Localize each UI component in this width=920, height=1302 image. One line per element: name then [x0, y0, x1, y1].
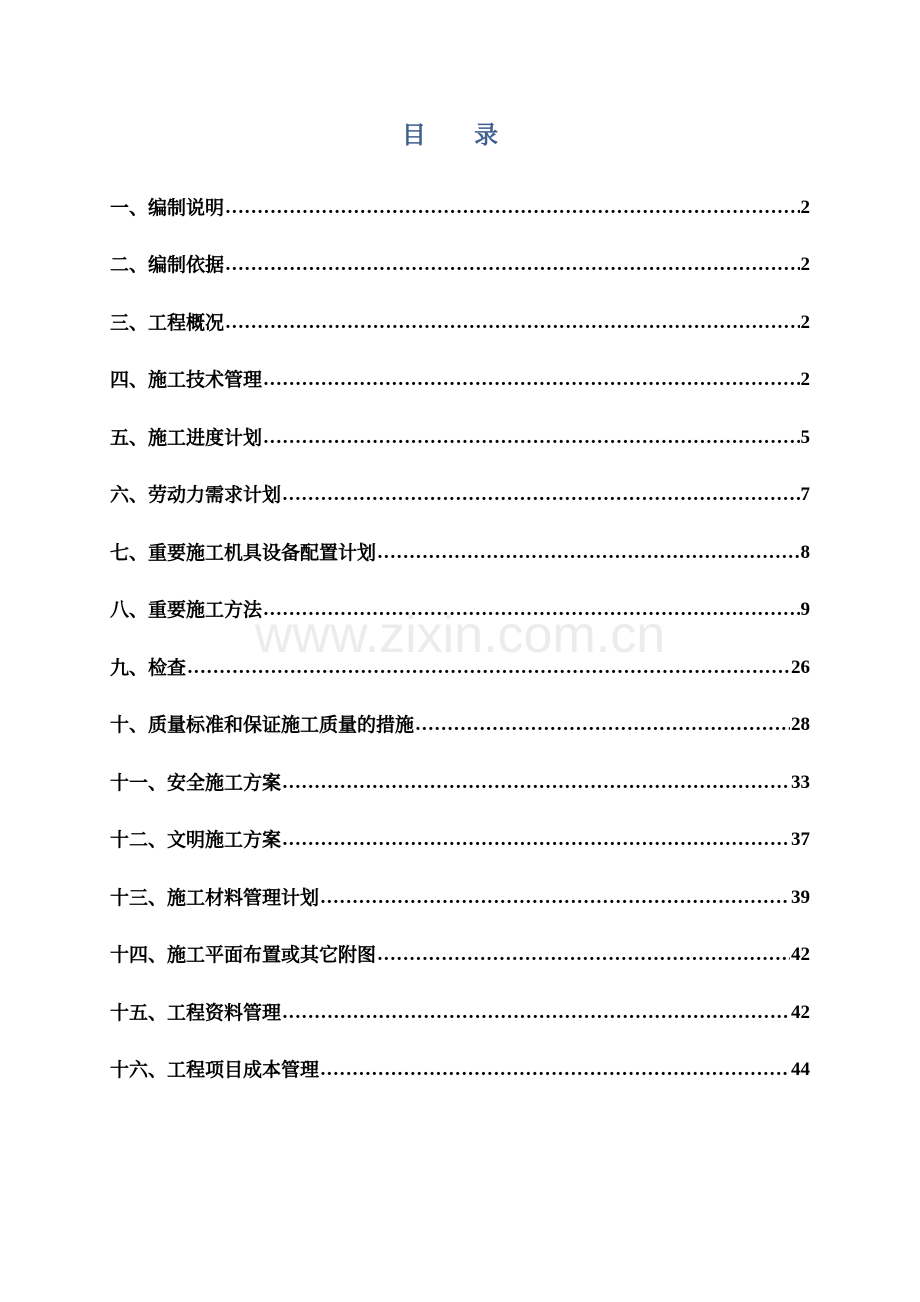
toc-entry-label: 十四、施工平面布置或其它附图	[110, 944, 377, 966]
toc-entry-page: 5	[800, 426, 810, 448]
toc-leader-dots	[320, 878, 790, 918]
toc-entry-label: 十一、安全施工方案	[110, 771, 282, 794]
toc-entry-page: 42	[791, 1001, 810, 1023]
toc-entry[interactable]	[110, 918, 810, 976]
toc-leader-dots	[377, 533, 799, 573]
toc-leader-dots	[263, 360, 799, 400]
toc-entry-label: 九、检查	[110, 656, 187, 679]
toc-entry[interactable]	[110, 688, 810, 746]
toc-entry[interactable]	[110, 975, 810, 1033]
toc-leader-dots	[225, 188, 799, 228]
toc-entry-page: 2	[800, 196, 810, 218]
toc-leader-dots	[415, 705, 790, 745]
toc-entry-label: 三、工程概况	[110, 311, 225, 334]
toc-entry[interactable]	[110, 228, 810, 286]
toc-entry-label: 十六、工程项目成本管理	[110, 1059, 320, 1081]
toc-entry-label: 十、质量标准和保证施工质量的措施	[110, 714, 415, 736]
toc-leader-dots	[263, 418, 799, 458]
toc-entry[interactable]	[110, 343, 810, 401]
toc-entry[interactable]	[110, 515, 810, 573]
toc-list	[110, 170, 810, 1090]
toc-entry-label: 四、施工技术管理	[110, 369, 263, 391]
toc-entry-label: 二、编制依据	[110, 254, 225, 276]
toc-leader-dots	[282, 475, 799, 515]
toc-leader-dots	[263, 590, 799, 630]
toc-leader-dots	[377, 935, 790, 975]
watermark-text: www.zixin.com.cn	[254, 606, 666, 664]
toc-leader-dots	[282, 993, 790, 1033]
toc-entry[interactable]	[110, 400, 810, 458]
toc-entry[interactable]	[110, 573, 810, 631]
toc-leader-dots	[225, 303, 799, 343]
toc-entry-page: 26	[791, 656, 810, 678]
toc-entry-page: 2	[800, 369, 810, 390]
toc-leader-dots	[225, 245, 799, 285]
toc-entry[interactable]	[110, 745, 810, 803]
toc-entry[interactable]	[110, 458, 810, 516]
toc-entry[interactable]	[110, 803, 810, 861]
toc-entry-page: 33	[791, 771, 810, 793]
toc-leader-dots	[282, 763, 790, 803]
toc-entry-page: 39	[791, 886, 810, 908]
toc-leader-dots	[282, 820, 790, 860]
toc-entry[interactable]	[110, 630, 810, 688]
toc-entry-page: 7	[800, 484, 810, 505]
toc-entry-label: 十二、文明施工方案	[110, 829, 282, 851]
toc-entry-label: 一、编制说明	[110, 196, 225, 219]
toc-entry[interactable]	[110, 1033, 810, 1091]
toc-entry-label: 八、重要施工方法	[110, 599, 263, 621]
toc-entry-label: 六、劳动力需求计划	[110, 484, 282, 506]
toc-entry-label: 五、施工进度计划	[110, 426, 263, 449]
toc-entry-page: 2	[800, 254, 810, 275]
toc-entry-label: 十五、工程资料管理	[110, 1001, 282, 1024]
toc-entry-page: 44	[791, 1059, 810, 1080]
toc-leader-dots	[187, 648, 790, 688]
toc-entry[interactable]	[110, 285, 810, 343]
toc-entry-label: 十三、施工材料管理计划	[110, 886, 320, 909]
toc-title: 目 录	[401, 120, 519, 149]
toc-entry-page: 28	[791, 714, 810, 735]
toc-entry[interactable]	[110, 170, 810, 228]
toc-entry-page: 37	[791, 829, 810, 850]
toc-entry-label: 七、重要施工机具设备配置计划	[110, 541, 377, 564]
toc-leader-dots	[320, 1050, 790, 1090]
toc-entry[interactable]	[110, 860, 810, 918]
toc-entry-page: 9	[800, 599, 810, 620]
toc-entry-page: 42	[791, 944, 810, 965]
toc-entry-page: 2	[800, 311, 810, 333]
toc-entry-page: 8	[800, 541, 810, 563]
